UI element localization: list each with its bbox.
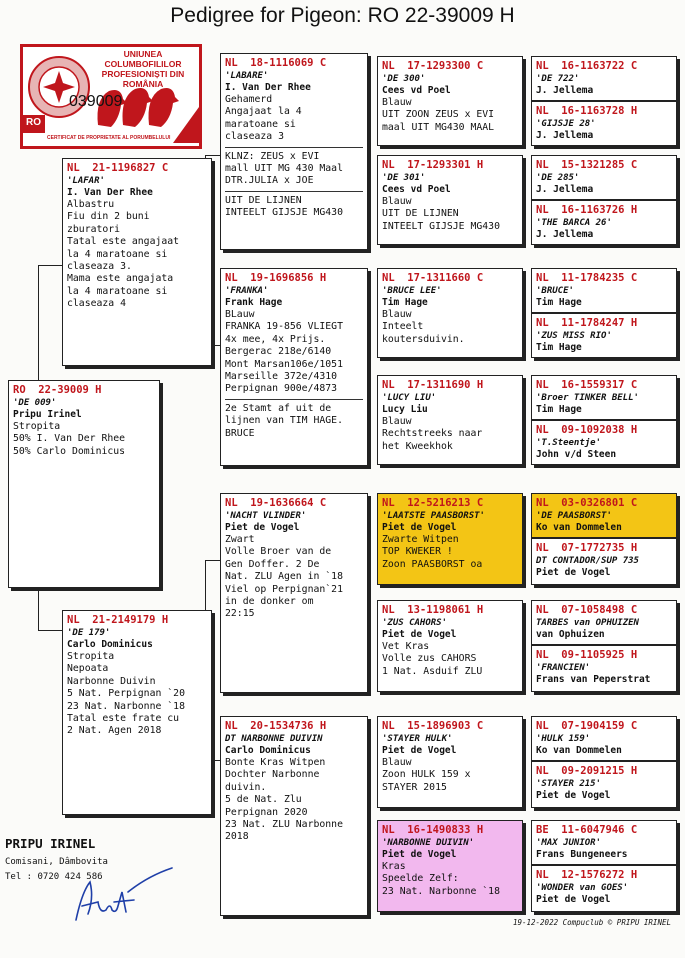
ring-number: NL 07-1772735 H bbox=[536, 542, 638, 554]
pigeon-name: 'DE 009' bbox=[13, 398, 57, 408]
pigeon-name: 'HULK 159' bbox=[536, 734, 591, 744]
ancestor-card[interactable] bbox=[531, 865, 677, 912]
pigeon-name: 'ZUS MISS RIO' bbox=[536, 331, 612, 341]
owner-name: Piet de Vogel bbox=[225, 522, 300, 533]
owner-name: Carlo Dominicus bbox=[225, 745, 311, 756]
certificate-number: 039009 bbox=[69, 93, 123, 110]
pigeon-name: 'DE 179' bbox=[67, 628, 111, 638]
ring-number: NL 03-0326801 C bbox=[536, 497, 638, 509]
pigeon-name: 'LAFAR' bbox=[67, 176, 105, 186]
page-title: Pedigree for Pigeon: RO 22-39009 H bbox=[170, 4, 515, 27]
pigeon-name: 'BRUCE' bbox=[536, 286, 574, 296]
granddam-maternal-card[interactable] bbox=[220, 716, 368, 916]
pigeon-notes: Bonte Kras Witpen Dochter Narbonne duivin. 5 de Nat. Zlu Perpignan 2020 23 Nat. ZLU Narbonne 2018 bbox=[225, 757, 343, 843]
divider bbox=[225, 191, 363, 192]
ancestor-card[interactable] bbox=[531, 420, 677, 465]
pigeon-name: 'DE 301' bbox=[382, 173, 426, 183]
pigeon-name: 'DE PAASBORST' bbox=[536, 511, 612, 521]
ancestor-card[interactable] bbox=[531, 645, 677, 692]
pigeon-notes: 2e Stamt af uit de lijnen van TIM HAGE. BRUCE bbox=[225, 402, 343, 439]
connector-line bbox=[38, 630, 62, 631]
ring-number: RO 22-39009 H bbox=[13, 384, 102, 396]
signature-icon bbox=[68, 862, 178, 932]
mother-card[interactable] bbox=[62, 610, 212, 815]
owner-name: Piet de Vogel bbox=[536, 790, 611, 801]
ancestor-card[interactable] bbox=[531, 375, 677, 420]
pigeon-name: 'LABARE' bbox=[225, 71, 269, 81]
pigeon-name: 'NARBONNE DUIVIN' bbox=[382, 838, 475, 848]
ring-number: NL 19-1696856 H bbox=[225, 272, 327, 284]
ancestor-card[interactable] bbox=[531, 600, 677, 645]
divider bbox=[225, 399, 363, 400]
great-grandparent-card[interactable] bbox=[377, 716, 523, 808]
grandsire-paternal-card[interactable] bbox=[220, 53, 368, 250]
pigeon-name: 'GIJSJE 28' bbox=[536, 119, 596, 129]
owner-name: Frans van Peperstrat bbox=[536, 674, 651, 685]
owner-name: Carlo Dominicus bbox=[67, 639, 153, 650]
owner-name: Piet de Vogel bbox=[382, 849, 457, 860]
pigeon-name: 'FRANCIEN' bbox=[536, 663, 591, 673]
pigeon-name: 'Broer TINKER BELL' bbox=[536, 393, 639, 403]
owner-name: J. Jellema bbox=[536, 184, 594, 195]
owner-name: Frans Bungeneers bbox=[536, 849, 628, 860]
certificate-caption: CERTIFICAT DE PROPRIETATE AL PORUMBELULUI bbox=[47, 135, 171, 141]
pigeon-name: 'DE 722' bbox=[536, 74, 580, 84]
owner-name: J. Jellema bbox=[536, 229, 594, 240]
father-card[interactable] bbox=[62, 158, 212, 366]
ancestor-card[interactable] bbox=[531, 538, 677, 585]
footer-credit: 19-12-2022 Compuclub © PRIPU IRINEL bbox=[512, 918, 671, 927]
pigeon-name: 'DE 300' bbox=[382, 74, 426, 84]
ring-number: NL 18-1116069 C bbox=[225, 57, 327, 69]
pigeon-notes: Albastru Fiu din 2 buni zburatori Tatal este angajaat la 4 maratoane si claseaza 3. Mama este angajata la 4 maratoane si claseaza 4 bbox=[67, 199, 180, 310]
ring-number: NL 21-2149179 H bbox=[67, 614, 169, 626]
great-grandparent-card[interactable] bbox=[377, 600, 523, 692]
owner-name: Tim Hage bbox=[536, 404, 582, 415]
great-grandparent-card[interactable] bbox=[377, 268, 523, 358]
pigeon-name: 'T.Steentje' bbox=[536, 438, 602, 448]
ring-number: NL 16-1163728 H bbox=[536, 105, 638, 117]
breeder-phone: Tel : 0720 424 586 bbox=[5, 872, 103, 882]
owner-name: Ko van Dommelen bbox=[536, 522, 622, 533]
pigeon-notes: Vet Kras Volle zus CAHORS 1 Nat. Asduif ZLU bbox=[382, 641, 483, 677]
owner-name: John v/d Steen bbox=[536, 449, 617, 460]
pigeon-notes: BLauw FRANKA 19-856 VLIEGT 4x mee, 4x Prijs. Bergerac 218e/6140 Mont Marsan106e/1051 Marseille 372e/4310 Perpignan 900e/4873 bbox=[225, 309, 343, 395]
owner-name: Ko van Dommelen bbox=[536, 745, 622, 756]
pigeon-notes: Blauw Zoon HULK 159 x STAYER 2015 bbox=[382, 757, 471, 793]
pigeon-notes: Zwarte Witpen TOP KWEKER ! Zoon PAASBORST oa bbox=[382, 534, 483, 570]
ring-number: NL 21-1196827 C bbox=[67, 162, 169, 174]
certificate-country: RO bbox=[26, 117, 41, 128]
breeder-name: PRIPU IRINEL bbox=[5, 836, 96, 851]
subject-pigeon-card[interactable] bbox=[8, 380, 160, 588]
grandsire-maternal-card[interactable] bbox=[220, 493, 368, 693]
owner-name: Frank Hage bbox=[225, 297, 283, 308]
connector-line bbox=[38, 265, 39, 380]
great-grandparent-card[interactable] bbox=[377, 375, 523, 465]
ancestor-card[interactable] bbox=[531, 268, 677, 313]
owner-name: Piet de Vogel bbox=[536, 894, 611, 905]
owner-name: Tim Hage bbox=[382, 297, 428, 308]
owner-name: J. Jellema bbox=[536, 130, 594, 141]
owner-name: J. Jellema bbox=[536, 85, 594, 96]
ring-number: NL 17-1311690 H bbox=[382, 379, 484, 391]
pigeon-name: 'BRUCE LEE' bbox=[382, 286, 442, 296]
owner-name: van Ophuizen bbox=[536, 629, 605, 640]
ring-number: NL 15-1896903 C bbox=[382, 720, 484, 732]
pigeon-notes: Blauw UIT DE LIJNEN INTEELT GIJSJE MG430 bbox=[382, 196, 500, 232]
ring-number: NL 17-1293301 H bbox=[382, 159, 484, 171]
ring-number: NL 16-1559317 C bbox=[536, 379, 638, 391]
divider bbox=[225, 147, 363, 148]
great-grandparent-card[interactable] bbox=[377, 155, 523, 245]
certificate-org-line1: UNIUNEA COLUMBOFILILOR bbox=[104, 49, 182, 69]
ring-number: NL 07-1904159 C bbox=[536, 720, 638, 732]
pigeon-notes: Stropita Nepoata Narbonne Duivin 5 Nat. Perpignan `20 23 Nat. Narbonne `18 Tatal este frate cu 2 Nat. Agen 2018 bbox=[67, 651, 185, 737]
pigeon-name: 'DE 285' bbox=[536, 173, 580, 183]
connector-line bbox=[205, 155, 221, 156]
owner-name: I. Van Der Rhee bbox=[67, 187, 153, 198]
owner-name: Lucy Liu bbox=[382, 404, 428, 415]
owner-name: Pripu Irinel bbox=[13, 409, 82, 420]
pigeon-name: 'NACHT VLINDER' bbox=[225, 511, 307, 521]
pigeon-name: 'ZUS CAHORS' bbox=[382, 618, 448, 628]
ancestor-card[interactable] bbox=[531, 200, 677, 245]
connector-line bbox=[38, 590, 39, 630]
owner-name: Piet de Vogel bbox=[536, 567, 611, 578]
pigeon-notes: UIT DE LIJNEN INTEELT GIJSJE MG430 bbox=[225, 194, 343, 219]
ring-number: NL 16-1163726 H bbox=[536, 204, 638, 216]
ring-number: NL 07-1058498 C bbox=[536, 604, 638, 616]
certificate-year: 2022 bbox=[179, 88, 197, 113]
ancestor-card[interactable] bbox=[531, 761, 677, 808]
ring-number: NL 11-1784247 H bbox=[536, 317, 638, 329]
ancestor-card[interactable] bbox=[531, 820, 677, 865]
ring-number: NL 19-1636664 C bbox=[225, 497, 327, 509]
great-grandparent-card[interactable] bbox=[377, 820, 523, 912]
ancestor-card[interactable] bbox=[531, 313, 677, 358]
pigeon-name: 'LAATSTE PAASBORST' bbox=[382, 511, 485, 521]
ring-number: NL 15-1321285 C bbox=[536, 159, 638, 171]
pigeon-notes: Kras Speelde Zelf: 23 Nat. Narbonne `18 bbox=[382, 861, 500, 897]
ring-number: NL 17-1311660 C bbox=[382, 272, 484, 284]
pigeon-name: DT NARBONNE DUIVIN bbox=[225, 734, 323, 744]
pigeon-name: TARBES van OPHUIZEN bbox=[536, 618, 639, 628]
pigeon-name: 'THE BARCA 26' bbox=[536, 218, 612, 228]
pigeon-name: 'MAX JUNIOR' bbox=[536, 838, 602, 848]
ring-number: NL 11-1784235 C bbox=[536, 272, 638, 284]
ring-number: NL 12-5216213 C bbox=[382, 497, 484, 509]
owner-name: Tim Hage bbox=[536, 342, 582, 353]
ancestor-card[interactable] bbox=[531, 716, 677, 761]
ring-number: NL 20-1534736 H bbox=[225, 720, 327, 732]
owner-name: Tim Hage bbox=[536, 297, 582, 308]
owner-name: Cees vd Poel bbox=[382, 85, 451, 96]
pigeon-name: 'WONDER van GOES' bbox=[536, 883, 629, 893]
ancestor-card[interactable] bbox=[531, 155, 677, 200]
great-grandparent-card[interactable] bbox=[377, 493, 523, 585]
pigeon-notes: Blauw Rechtstreeks naar het Kweekhok bbox=[382, 416, 483, 452]
ring-number: NL 09-1092038 H bbox=[536, 424, 638, 436]
pigeon-notes: KLNZ: ZEUS x EVI mall UIT MG 430 Maal DTR.JULIA x JOE bbox=[225, 150, 343, 187]
owner-name: Piet de Vogel bbox=[382, 629, 457, 640]
ancestor-card[interactable] bbox=[531, 493, 677, 538]
ancestor-card[interactable] bbox=[531, 101, 677, 146]
pigeon-name: 'STAYER HULK' bbox=[382, 734, 453, 744]
pigeon-name: 'FRANKA' bbox=[225, 286, 269, 296]
ring-number: NL 09-2091215 H bbox=[536, 765, 638, 777]
owner-name: I. Van Der Rhee bbox=[225, 82, 311, 93]
owner-name: Cees vd Poel bbox=[382, 184, 451, 195]
pigeon-name: 'LUCY LIU' bbox=[382, 393, 437, 403]
ring-number: NL 09-1105925 H bbox=[536, 649, 638, 661]
pigeon-notes: Stropita 50% I. Van Der Rhee 50% Carlo Dominicus bbox=[13, 421, 126, 457]
ring-number: BE 11-6047946 C bbox=[536, 824, 638, 836]
pigeon-notes: Blauw Inteelt koutersduivin. bbox=[382, 309, 465, 345]
ownership-certificate bbox=[20, 44, 202, 149]
ring-number: NL 13-1198061 H bbox=[382, 604, 484, 616]
ring-number: NL 12-1576272 H bbox=[536, 869, 638, 881]
pigeon-notes: Zwart Volle Broer van de Gen Doffer. 2 De Nat. ZLU Agen in `18 Viel op Perpignan`21 in de donker om 22:15 bbox=[225, 534, 343, 620]
granddam-paternal-card[interactable] bbox=[220, 268, 368, 466]
breeder-address: Comisani, Dâmbovita bbox=[5, 857, 108, 867]
pigeon-name: 'STAYER 215' bbox=[536, 779, 602, 789]
owner-name: Piet de Vogel bbox=[382, 745, 457, 756]
ancestor-card[interactable] bbox=[531, 56, 677, 101]
pigeon-notes: Blauw UIT ZOON ZEUS x EVI maal UIT MG430 MAAL bbox=[382, 97, 495, 133]
owner-name: Piet de Vogel bbox=[382, 522, 457, 533]
ring-number: NL 16-1163722 C bbox=[536, 60, 638, 72]
connector-line bbox=[38, 265, 62, 266]
ring-number: NL 17-1293300 C bbox=[382, 60, 484, 72]
great-grandparent-card[interactable] bbox=[377, 56, 523, 146]
pigeon-name: DT CONTADOR/SUP 735 bbox=[536, 556, 639, 566]
ring-number: NL 16-1490833 H bbox=[382, 824, 484, 836]
certificate-org-line2: PROFESIONIȘTI DIN ROMÂNIA bbox=[101, 69, 185, 89]
connector-line bbox=[205, 560, 221, 561]
pigeon-notes: Gehamerd Angajaat la 4 maratoane si claseaza 3 bbox=[225, 94, 302, 143]
